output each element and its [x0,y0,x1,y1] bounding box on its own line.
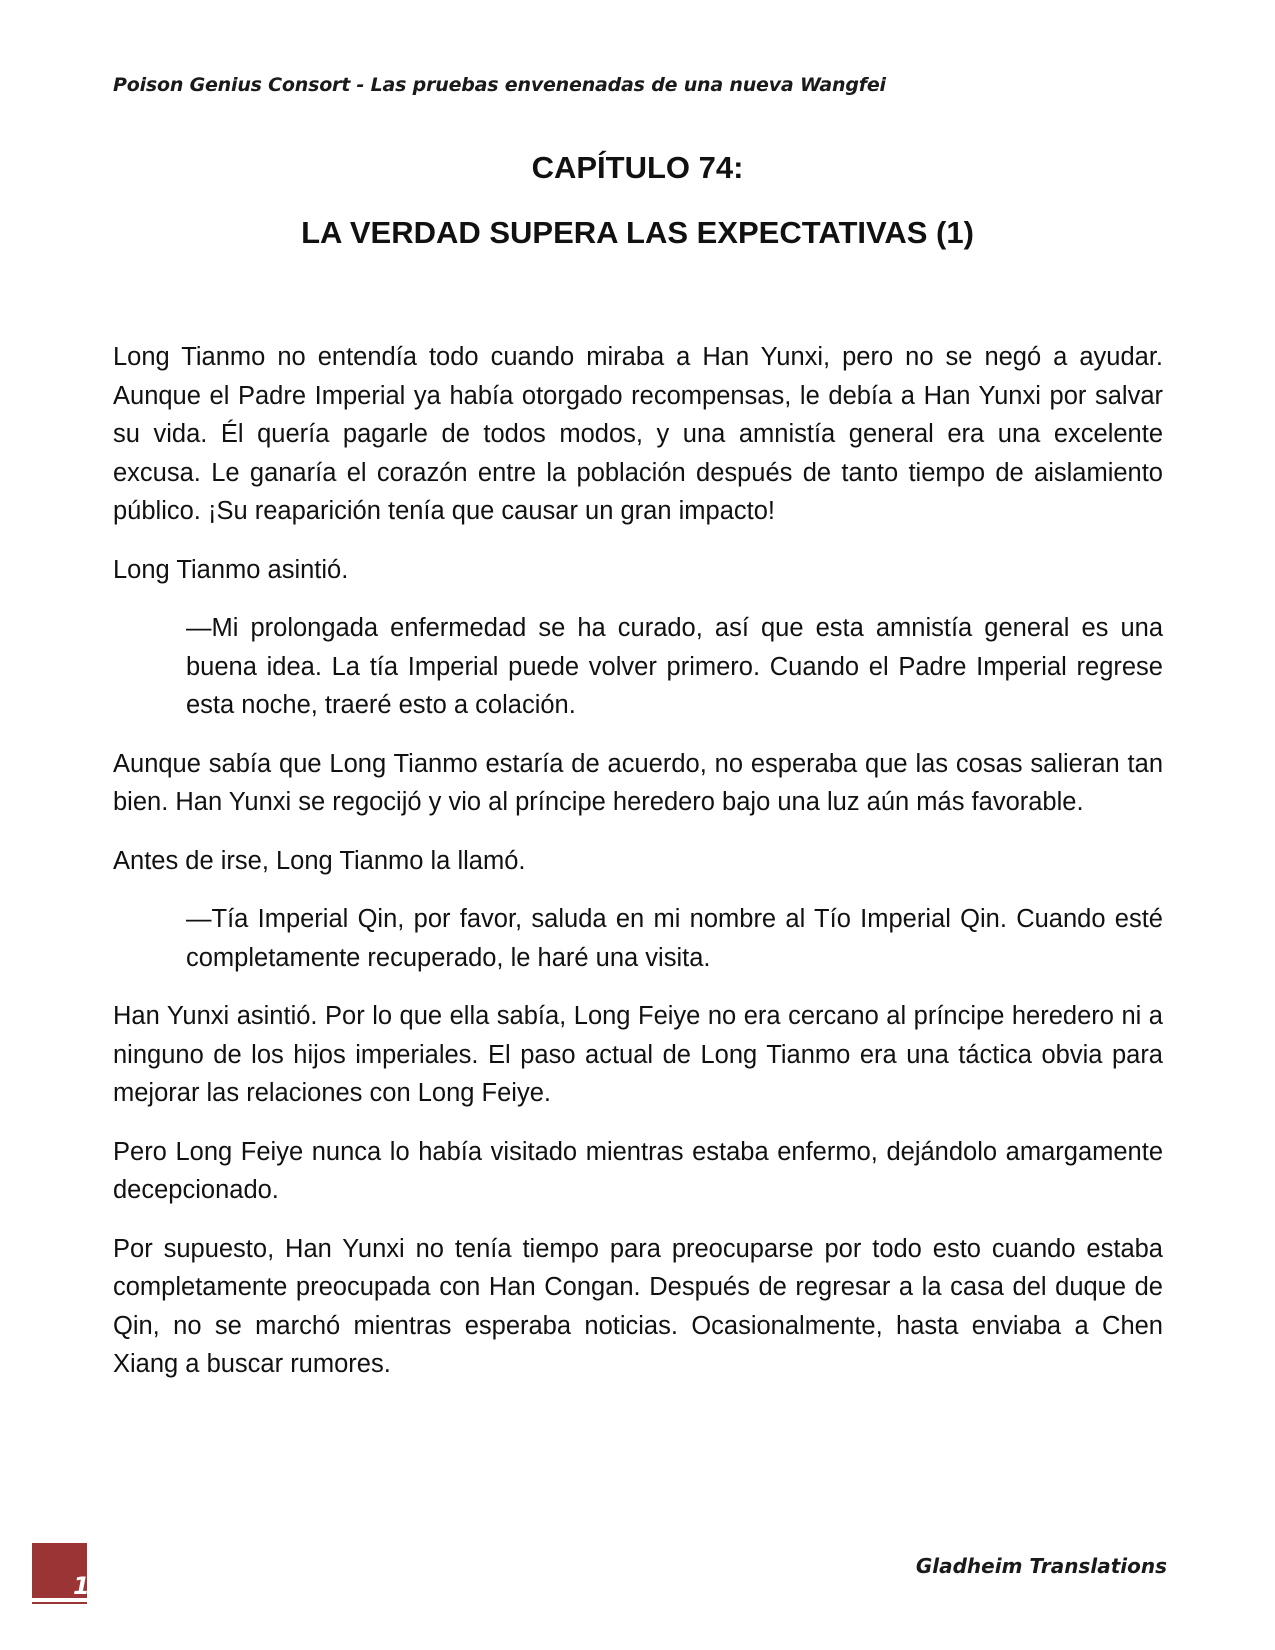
running-header: Poison Genius Consort - Las pruebas envenenadas de una nueva Wangfei [113,74,886,96]
paragraph: Aunque sabía que Long Tianmo estaría de acuerdo, no esperaba que las cosas salieran tan bien. Han Yunxi se regocijó y vio al príncipe heredero bajo una luz aún más favorable. [113,749,1163,816]
footer-credit: Gladheim Translations [915,1554,1167,1578]
paragraph: Han Yunxi asintió. Por lo que ella sabía, Long Feiye no era cercano al príncipe heredero ni a ninguno de los hijos imperiales. El paso actual de Long Tianmo era una táctica obvia para mejorar las relaciones con Long Feiye. [113,1002,1163,1107]
paragraph: Pero Long Feiye nunca lo había visitado mientras estaba enfermo, dejándolo amargamente decepcionado. [113,1137,1163,1204]
dialogue-paragraph: —Tía Imperial Qin, por favor, saluda en mi nombre al Tío Imperial Qin. Cuando esté completamente recuperado, le haré una visita. [186,905,1163,972]
paragraph: Long Tianmo no entendía todo cuando miraba a Han Yunxi, pero no se negó a ayudar. Aunque el Padre Imperial ya había otorgado recompensas, le debía a Han Yunxi por salvar su vida. Él quería pagarle de todos modos, y una amnistía general era una excelente excusa. Le ganaría el corazón entre la población después de tanto tiempo de aislamiento público. ¡Su reaparición tenía que causar un gran impacto! [113,343,1163,525]
paragraph: Por supuesto, Han Yunxi no tenía tiempo para preocuparse por todo esto cuando estaba completamente preocupada con Han Congan. Después de regresar a la casa del duque de Qin, no se marchó mientras esperaba noticias. Ocasionalmente, hasta enviaba a Chen Xiang a buscar rumores. [113,1234,1163,1378]
paragraph: Antes de irse, Long Tianmo la llamó. [113,846,526,875]
chapter-body [113,338,1163,1404]
chapter-title: LA VERDAD SUPERA LAS EXPECTATIVAS (1) [301,215,974,250]
chapter-number: CAPÍTULO 74: [531,150,744,185]
dialogue-paragraph: —Mi prolongada enfermedad se ha curado, así que esta amnistía general es una buena idea. La tía Imperial puede volver primero. Cuando el Padre Imperial regrese esta noche, traeré esto a colación. [186,614,1163,719]
page-number-rule [32,1602,87,1604]
paragraph: Long Tianmo asintió. [113,555,349,584]
page-number: 1 [73,1572,90,1600]
